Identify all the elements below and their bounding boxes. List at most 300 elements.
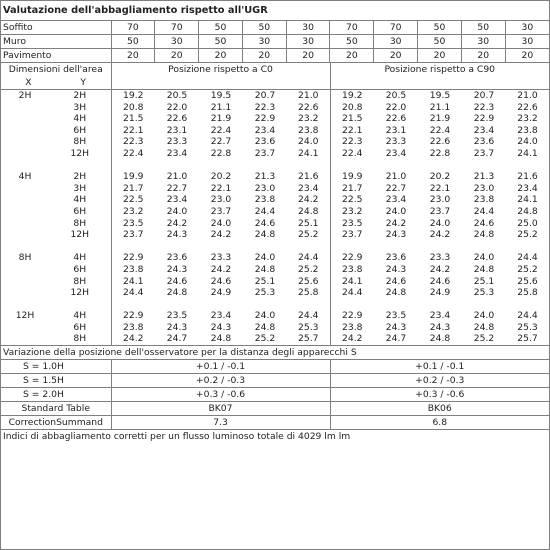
reflectance-value: 50	[418, 35, 462, 49]
ugr-c90-value: 23.0	[473, 182, 495, 194]
ugr-c0-value: 21.7	[123, 182, 144, 194]
ugr-row	[1, 218, 549, 230]
ugr-c0-value: 23.2	[123, 205, 144, 217]
position-c0-label: Posizione rispetto a C0	[168, 64, 273, 75]
correction-summand-label: CorrectionSummand	[1, 416, 111, 430]
reflectance-value: 70	[155, 21, 199, 35]
ugr-c90-value: 21.9	[429, 113, 451, 125]
ugr-c90-value: 25.3	[473, 287, 495, 299]
ugr-c90-value: 23.6	[473, 136, 495, 148]
area-x-cell	[1, 229, 49, 241]
ugr-c90-value: 24.2	[385, 217, 407, 229]
ugr-c0-value: 23.2	[287, 113, 330, 125]
reflectance-value: 20	[155, 49, 199, 63]
variation-c90: +0.1 / -0.1	[330, 360, 549, 374]
ugr-c0-value: 23.4	[210, 310, 232, 322]
ugr-c90-value: 23.4	[385, 194, 407, 206]
ugr-c0-value: 22.6	[287, 102, 330, 114]
reflectance-row	[1, 49, 549, 63]
ugr-c0-value: 23.8	[123, 263, 144, 275]
ugr-row	[1, 148, 549, 160]
area-x-cell	[1, 125, 49, 137]
spacer-cell	[1, 241, 49, 253]
ugr-c0-value: 24.2	[210, 229, 232, 241]
spacer-cell	[287, 160, 330, 172]
variation-label: S = 1.0H	[1, 360, 111, 374]
ugr-c90-value: 19.5	[429, 90, 451, 101]
ugr-row	[1, 264, 549, 276]
standard-table-row	[1, 402, 549, 416]
ugr-c0-value: 24.8	[287, 206, 330, 218]
ugr-c0-value: 19.5	[210, 90, 232, 101]
ugr-c90-value: 24.0	[473, 310, 495, 322]
variation-row	[1, 374, 549, 388]
reflectance-value: 20	[461, 49, 505, 63]
ugr-c0-value: 25.1	[254, 275, 276, 287]
ugr-c90-value: 20.7	[473, 90, 495, 101]
ugr-c0-value: 25.7	[287, 333, 330, 345]
sheet-title: Valutazione dell'abbagliamento rispetto all'UGR	[1, 1, 549, 21]
variation-row	[1, 360, 549, 374]
ugr-c90-value: 19.9	[342, 171, 363, 183]
ugr-c0-value: 24.8	[166, 287, 188, 299]
ugr-c90-value: 24.1	[342, 275, 363, 287]
reflectance-value: 30	[242, 35, 286, 49]
ugr-c90-value: 23.8	[473, 194, 495, 206]
ugr-c90-value: 23.4	[429, 310, 451, 322]
ugr-c90-value: 23.7	[429, 205, 451, 217]
ugr-c90-value: 22.6	[429, 136, 451, 148]
ugr-c0-value: 25.6	[287, 276, 330, 288]
ugr-c90-value: 24.8	[385, 287, 407, 299]
ugr-c0-value: 24.6	[166, 275, 188, 287]
ugr-c0-value: 24.2	[287, 194, 330, 206]
ugr-c0-value: 24.7	[166, 333, 188, 345]
ugr-c90-value: 22.1	[429, 182, 451, 194]
ugr-c90-value: 24.0	[473, 252, 495, 264]
ugr-row	[1, 252, 549, 264]
reflectance-row	[1, 35, 549, 49]
area-x-cell	[1, 206, 49, 218]
ugr-c90-value: 22.1	[342, 124, 363, 136]
ugr-c90-value: 20.5	[385, 90, 407, 101]
ugr-row	[1, 333, 549, 345]
area-x-cell	[1, 183, 49, 195]
ugr-c90-value: 23.0	[429, 194, 451, 206]
spacer-cell	[506, 160, 549, 172]
reflectance-row	[1, 21, 549, 35]
ugr-c0-value: 23.8	[254, 194, 276, 206]
ugr-c0-value: 24.3	[166, 263, 188, 275]
ugr-c0-value: 24.8	[254, 263, 276, 275]
ugr-c0-value: 24.1	[287, 148, 330, 160]
group-spacer	[1, 160, 549, 172]
ugr-c0-value: 24.3	[166, 229, 188, 241]
spacer-cell	[199, 241, 243, 253]
ugr-c90-value: 24.8	[473, 229, 495, 241]
ugr-c0-value: 25.3	[287, 322, 330, 334]
spacer-cell	[49, 160, 111, 172]
ugr-c90-value: 25.1	[473, 275, 495, 287]
area-y-cell: 6H	[49, 264, 111, 276]
ugr-c90-value: 24.8	[473, 321, 495, 333]
reflectance-value: 50	[242, 21, 286, 35]
ugr-c90-value: 23.8	[517, 124, 538, 136]
spacer-cell	[287, 241, 330, 253]
ugr-c90-value: 24.3	[385, 263, 407, 275]
ugr-c0-value: 24.4	[287, 310, 330, 322]
ugr-c0-value: 24.4	[287, 252, 330, 264]
ugr-row	[1, 136, 549, 148]
ugr-c90-value: 24.4	[517, 252, 538, 264]
area-y-cell: 12H	[49, 148, 111, 160]
footnote: Indici di abbagliamento corretti per un flusso luminoso totale di 4029 lm lm	[3, 431, 351, 443]
ugr-c0-value: 25.1	[287, 218, 330, 230]
spacer-cell	[287, 299, 330, 311]
ugr-c90-value: 24.7	[385, 333, 407, 345]
area-x-cell: 2H	[18, 90, 32, 101]
ugr-c90-value: 23.1	[385, 124, 407, 136]
variation-title: Variazione della posizione dell'osservatore per la distanza degli apparecchi S	[1, 345, 549, 360]
spacer-cell	[243, 299, 287, 311]
reflectance-value: 30	[155, 35, 199, 49]
ugr-c0-value: 21.1	[210, 101, 232, 113]
ugr-c90-value: 23.8	[342, 321, 363, 333]
ugr-c90-value: 23.7	[342, 229, 363, 241]
area-x-cell	[1, 287, 49, 299]
ugr-c90-value: 24.1	[517, 147, 538, 159]
ugr-c0-value: 24.8	[254, 229, 276, 241]
ugr-c0-value: 21.0	[166, 171, 188, 183]
area-x-cell: 8H	[18, 252, 32, 264]
spacer-cell	[506, 241, 549, 253]
standard-table-c0: BK07	[111, 402, 330, 416]
ugr-c0-value: 20.8	[123, 101, 144, 113]
ugr-c0-value: 24.0	[210, 217, 232, 229]
area-x-cell	[1, 218, 49, 230]
reflectance-value: 20	[505, 49, 549, 63]
ugr-c0-value: 23.4	[166, 194, 188, 206]
spacer-cell	[199, 299, 243, 311]
ugr-c90-value: 19.2	[342, 90, 363, 101]
ugr-c0-value: 24.2	[210, 263, 232, 275]
ugr-c90-value: 24.0	[429, 217, 451, 229]
spacer-cell	[462, 299, 506, 311]
area-x-cell	[1, 276, 49, 288]
ugr-row	[1, 113, 549, 125]
ugr-c90-value: 21.0	[385, 171, 407, 183]
ugr-row	[1, 194, 549, 206]
ugr-c0-value: 21.0	[287, 90, 330, 102]
ugr-c90-value: 25.6	[517, 275, 538, 287]
ugr-c0-value: 23.8	[287, 125, 330, 137]
area-x-cell	[1, 322, 49, 334]
spacer-cell	[155, 299, 199, 311]
variation-c90: +0.3 / -0.6	[330, 388, 549, 402]
ugr-c0-value: 24.1	[123, 275, 144, 287]
ugr-c90-value: 23.7	[473, 147, 495, 159]
ugr-c90-value: 24.6	[473, 217, 495, 229]
spacer-cell	[243, 160, 287, 172]
ugr-row	[1, 310, 549, 322]
reflectance-value: 20	[374, 49, 418, 63]
spacer-cell	[155, 241, 199, 253]
ugr-c0-value: 21.5	[123, 113, 144, 125]
ugr-c90-value: 20.8	[342, 101, 363, 113]
reflectance-value: 20	[199, 49, 243, 63]
ugr-c0-value: 24.6	[210, 275, 232, 287]
ugr-c90-value: 22.0	[385, 101, 407, 113]
ugr-c90-value: 24.4	[342, 287, 363, 299]
ugr-c0-value: 22.7	[166, 182, 188, 194]
ugr-c0-value: 20.7	[254, 90, 276, 101]
ugr-c90-value: 23.3	[385, 136, 407, 148]
ugr-c0-value: 22.5	[123, 194, 144, 206]
ugr-c90-value: 23.5	[342, 217, 363, 229]
ugr-c0-value: 22.4	[210, 124, 232, 136]
area-y-cell: 4H	[49, 113, 111, 125]
ugr-c0-value: 22.4	[123, 147, 144, 159]
ugr-row	[1, 322, 549, 334]
reflectance-table	[1, 21, 549, 63]
ugr-c90-value: 20.2	[429, 171, 451, 183]
ugr-c0-value: 22.0	[166, 101, 188, 113]
reflectance-value: 50	[461, 21, 505, 35]
ugr-c0-value: 23.5	[123, 217, 144, 229]
area-y-cell: 8H	[49, 276, 111, 288]
area-x-cell	[1, 148, 49, 160]
reflectance-value: 30	[461, 35, 505, 49]
ugr-c90-value: 23.4	[473, 124, 495, 136]
area-x-cell	[1, 136, 49, 148]
area-y-cell: 2H	[49, 171, 111, 183]
ugr-c90-value: 24.1	[517, 194, 538, 206]
y-axis-label: Y	[80, 77, 86, 88]
variation-c90: +0.2 / -0.3	[330, 374, 549, 388]
ugr-c90-value: 21.7	[342, 182, 363, 194]
spacer-cell	[506, 299, 549, 311]
area-y-cell: 2H	[49, 90, 111, 102]
ugr-row	[1, 102, 549, 114]
ugr-c0-value: 23.4	[166, 147, 188, 159]
ugr-c0-value: 19.2	[123, 90, 144, 101]
ugr-c0-value: 24.4	[254, 205, 276, 217]
area-y-cell: 6H	[49, 322, 111, 334]
spacer-cell	[1, 160, 49, 172]
reflectance-value: 20	[330, 49, 374, 63]
ugr-c90-value: 25.0	[517, 217, 538, 229]
ugr-c90-value: 22.6	[517, 101, 538, 113]
reflectance-value: 20	[286, 49, 330, 63]
area-dimensions-label: Dimensioni dell'area	[8, 64, 103, 75]
ugr-c90-value: 24.2	[342, 333, 363, 345]
ugr-c0-value: 19.9	[123, 171, 144, 183]
spacer-cell	[111, 299, 155, 311]
ugr-c90-value: 25.3	[517, 321, 538, 333]
ugr-c90-value: 23.6	[385, 252, 407, 264]
ugr-c90-value: 24.6	[429, 275, 451, 287]
area-y-cell: 8H	[49, 218, 111, 230]
ugr-c0-value: 25.3	[254, 287, 276, 299]
ugr-c0-value: 24.0	[287, 136, 330, 148]
spacer-cell	[49, 299, 111, 311]
ugr-c0-value: 23.8	[123, 321, 144, 333]
spacer-cell	[418, 160, 462, 172]
area-y-cell: 4H	[49, 194, 111, 206]
ugr-c0-value: 23.0	[254, 182, 276, 194]
ugr-c90-value: 25.2	[473, 333, 495, 345]
ugr-c90-value: 22.3	[342, 136, 363, 148]
correction-summand-c0: 7.3	[111, 416, 330, 430]
ugr-c0-value: 22.9	[123, 252, 144, 264]
correction-summand-row	[1, 416, 549, 430]
position-c90-label: Posizione rispetto a C90	[384, 64, 496, 75]
ugr-c0-value: 24.2	[123, 333, 144, 345]
spacer-cell	[49, 241, 111, 253]
ugr-c0-value: 23.0	[210, 194, 232, 206]
area-y-cell: 3H	[49, 102, 111, 114]
ugr-c0-value: 23.6	[254, 136, 276, 148]
area-y-cell: 8H	[49, 333, 111, 345]
ugr-c90-value: 25.2	[517, 229, 538, 241]
position-c90-header	[330, 63, 549, 90]
ugr-c90-value: 23.3	[429, 252, 451, 264]
ugr-row	[1, 90, 549, 102]
spacer-cell	[199, 160, 243, 172]
ugr-c90-value: 22.4	[429, 124, 451, 136]
ugr-c90-value: 24.8	[517, 205, 538, 217]
reflectance-value: 50	[111, 35, 155, 49]
ugr-row	[1, 287, 549, 299]
ugr-c90-value: 25.2	[517, 263, 538, 275]
ugr-c0-value: 23.3	[210, 252, 232, 264]
spacer-cell	[374, 241, 418, 253]
reflectance-value: 20	[242, 49, 286, 63]
ugr-values-table	[1, 90, 549, 345]
ugr-c0-value: 20.2	[210, 171, 232, 183]
variation-c0: +0.1 / -0.1	[111, 360, 330, 374]
ugr-row	[1, 171, 549, 183]
spacer-cell	[418, 241, 462, 253]
ugr-c0-value: 21.3	[254, 171, 276, 183]
ugr-c90-value: 24.0	[517, 136, 538, 148]
reflectance-label: Pavimento	[1, 49, 111, 63]
ugr-c0-value: 24.8	[210, 333, 232, 345]
reflectance-value: 70	[374, 21, 418, 35]
reflectance-value: 30	[505, 35, 549, 49]
ugr-c90-value: 21.3	[473, 171, 495, 183]
ugr-c90-value: 24.0	[385, 205, 407, 217]
reflectance-label: Soffito	[1, 21, 111, 35]
area-x-cell: 12H	[15, 310, 35, 322]
variation-label: S = 1.5H	[1, 374, 111, 388]
variation-label: S = 2.0H	[1, 388, 111, 402]
ugr-c0-value: 23.1	[166, 124, 188, 136]
ugr-c90-value: 21.5	[342, 113, 363, 125]
spacer-cell	[330, 299, 374, 311]
ugr-c0-value: 21.9	[210, 113, 232, 125]
ugr-c0-value: 21.6	[287, 171, 330, 183]
ugr-c90-value: 23.8	[342, 263, 363, 275]
ugr-c0-value: 23.4	[254, 124, 276, 136]
group-spacer	[1, 241, 549, 253]
spacer-cell	[462, 160, 506, 172]
spacer-cell	[155, 160, 199, 172]
area-x-cell	[1, 113, 49, 125]
ugr-c0-value: 24.0	[254, 252, 276, 264]
reflectance-value: 70	[111, 21, 155, 35]
ugr-c0-value: 24.9	[210, 287, 232, 299]
ugr-c0-value: 22.9	[123, 310, 144, 322]
reflectance-value: 20	[418, 49, 462, 63]
reflectance-value: 50	[199, 21, 243, 35]
spacer-cell	[243, 241, 287, 253]
spacer-cell	[418, 299, 462, 311]
ugr-c90-value: 22.5	[342, 194, 363, 206]
ugr-c0-value: 24.0	[254, 310, 276, 322]
reflectance-value: 50	[418, 21, 462, 35]
ugr-c0-value: 25.2	[254, 333, 276, 345]
ugr-c90-value: 22.9	[342, 252, 363, 264]
ugr-c0-value: 24.3	[210, 321, 232, 333]
spacer-cell	[330, 160, 374, 172]
ugr-c90-value: 24.3	[385, 321, 407, 333]
correction-summand-c90: 6.8	[330, 416, 549, 430]
ugr-c0-value: 23.6	[166, 252, 188, 264]
ugr-c90-value: 24.8	[473, 263, 495, 275]
group-spacer	[1, 299, 549, 311]
area-y-cell: 6H	[49, 206, 111, 218]
ugr-c90-value: 24.6	[385, 275, 407, 287]
ugr-c90-value: 22.7	[385, 182, 407, 194]
x-axis-label: X	[25, 77, 32, 88]
area-x-cell	[1, 194, 49, 206]
area-y-cell: 8H	[49, 136, 111, 148]
ugr-row	[1, 206, 549, 218]
ugr-c90-value: 22.6	[385, 113, 407, 125]
area-dimensions-header	[1, 63, 111, 90]
area-y-cell: 6H	[49, 125, 111, 137]
reflectance-label: Muro	[1, 35, 111, 49]
ugr-row	[1, 276, 549, 288]
ugr-c90-value: 24.2	[429, 263, 451, 275]
area-y-cell: 3H	[49, 183, 111, 195]
spacer-cell	[1, 299, 49, 311]
area-y-cell: 4H	[49, 252, 111, 264]
area-x-cell	[1, 333, 49, 345]
ugr-c0-value: 24.6	[254, 217, 276, 229]
ugr-c90-value: 24.8	[429, 333, 451, 345]
spacer-cell	[374, 299, 418, 311]
reflectance-value: 30	[505, 21, 549, 35]
standard-table-c90: BK06	[330, 402, 549, 416]
reflectance-value: 70	[330, 21, 374, 35]
ugr-c0-value: 22.9	[254, 113, 276, 125]
ugr-c0-value: 22.3	[123, 136, 144, 148]
reflectance-value: 50	[330, 35, 374, 49]
ugr-row	[1, 183, 549, 195]
ugr-c0-value: 24.3	[166, 321, 188, 333]
ugr-c0-value: 25.2	[287, 264, 330, 276]
ugr-c0-value: 22.6	[166, 113, 188, 125]
area-x-cell: 4H	[18, 171, 32, 183]
ugr-c90-value: 24.9	[429, 287, 451, 299]
ugr-c0-value: 23.5	[166, 310, 188, 322]
spacer-cell	[374, 160, 418, 172]
spacer-cell	[111, 241, 155, 253]
area-x-cell	[1, 102, 49, 114]
reflectance-value: 30	[374, 35, 418, 49]
